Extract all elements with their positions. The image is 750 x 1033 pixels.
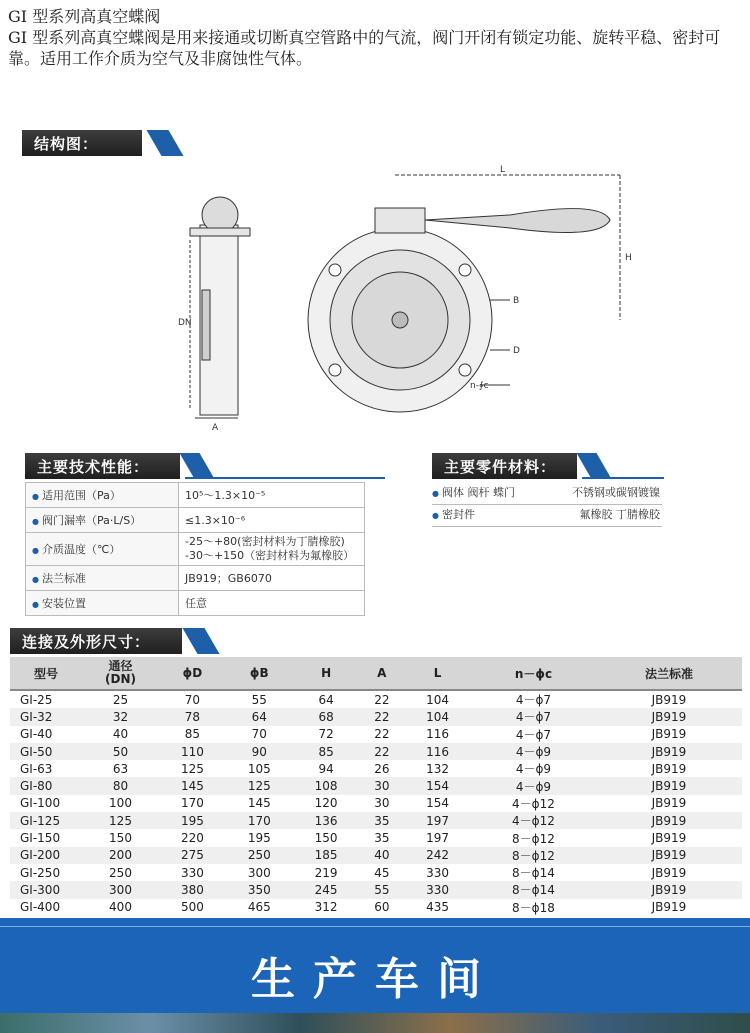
table-cell: 22 (360, 726, 405, 743)
table-cell: 242 (404, 847, 471, 864)
table-cell: 55 (360, 881, 405, 898)
table-cell: 132 (404, 760, 471, 777)
table-cell: 35 (360, 829, 405, 846)
table-cell: 104 (404, 708, 471, 725)
table-cell: JB919 (596, 743, 742, 760)
spec-key: ● 介质温度（℃） (26, 533, 179, 566)
table-cell: GI-50 (10, 743, 82, 760)
structure-heading-label: 结构图： (34, 135, 99, 153)
table-cell: 30 (360, 777, 405, 794)
table-cell: 110 (159, 743, 226, 760)
table-cell: GI-100 (10, 795, 82, 812)
table-cell: JB919 (596, 881, 742, 898)
table-cell: 116 (404, 743, 471, 760)
dimensions-table-body (10, 690, 742, 916)
table-cell: 90 (226, 743, 293, 760)
dim-label-n-c: n-∮c (470, 381, 489, 391)
dimensions-heading (10, 628, 742, 654)
table-cell: 136 (293, 812, 360, 829)
table-cell: GI-250 (10, 864, 82, 881)
table-cell: 26 (360, 760, 405, 777)
table-cell: 22 (360, 690, 405, 708)
table-cell: 300 (82, 881, 159, 898)
table-cell: 8－ϕ14 (471, 881, 596, 898)
table-cell: 70 (226, 726, 293, 743)
table-cell: 4－ϕ9 (471, 777, 596, 794)
table-cell: 250 (82, 864, 159, 881)
spec-key: ● 法兰标准 (26, 566, 179, 591)
col-header: ϕD (159, 657, 226, 690)
table-cell: 300 (226, 864, 293, 881)
table-cell: 145 (159, 777, 226, 794)
table-cell: 4－ϕ12 (471, 795, 596, 812)
table-cell: 245 (293, 881, 360, 898)
table-cell: 125 (82, 812, 159, 829)
table-cell: 330 (404, 881, 471, 898)
spec-value-group (179, 533, 365, 566)
table-row (10, 726, 742, 743)
table-cell: JB919 (596, 708, 742, 725)
intro-text (8, 6, 743, 69)
table-cell: JB919 (596, 795, 742, 812)
table-cell: 78 (159, 708, 226, 725)
table-cell: 4－ϕ7 (471, 690, 596, 708)
spec-value: 任意 (179, 591, 365, 616)
table-cell: 330 (404, 864, 471, 881)
col-header: H (293, 657, 360, 690)
table-cell: 60 (360, 899, 405, 916)
table-cell: 125 (159, 760, 226, 777)
spec-value: 10⁵～1.3×10⁻⁵ (179, 483, 365, 508)
table-cell: 68 (293, 708, 360, 725)
dim-label-B: B (513, 296, 520, 306)
col-header: ϕB (226, 657, 293, 690)
material-part: ● 阀体 阀杆 蝶门 (432, 486, 515, 499)
table-row (26, 533, 365, 566)
table-row (10, 795, 742, 812)
table-cell: 105 (226, 760, 293, 777)
table-cell: 200 (82, 847, 159, 864)
col-header-sub: (DN) (105, 672, 136, 686)
table-cell: 220 (159, 829, 226, 846)
table-cell: 22 (360, 743, 405, 760)
specs-heading-label: 主要技术性能： (37, 458, 150, 476)
table-cell: GI-125 (10, 812, 82, 829)
table-row (26, 566, 365, 591)
table-row (10, 899, 742, 916)
table-cell: 64 (226, 708, 293, 725)
col-header: 型号 (10, 657, 82, 690)
col-header: A (360, 657, 405, 690)
table-cell: 8－ϕ12 (471, 829, 596, 846)
materials-heading-label: 主要零件材料： (444, 458, 557, 476)
table-row (10, 847, 742, 864)
list-item (432, 506, 662, 527)
dim-label-H: H (625, 253, 632, 263)
table-cell: 4－ϕ7 (471, 726, 596, 743)
table-cell: 30 (360, 795, 405, 812)
spec-value: JB919；GB6070 (179, 566, 365, 591)
table-cell: JB919 (596, 760, 742, 777)
table-row (10, 864, 742, 881)
structure-heading (22, 130, 722, 156)
table-cell: 35 (360, 812, 405, 829)
table-cell: 100 (82, 795, 159, 812)
table-cell: GI-63 (10, 760, 82, 777)
table-cell: 145 (226, 795, 293, 812)
table-cell: 195 (226, 829, 293, 846)
table-cell: 380 (159, 881, 226, 898)
table-cell: GI-80 (10, 777, 82, 794)
table-cell: 4－ϕ9 (471, 760, 596, 777)
table-cell: 154 (404, 777, 471, 794)
table-row (10, 760, 742, 777)
material-part: ● 密封件 (432, 508, 475, 521)
table-row (10, 690, 742, 708)
spec-key: ● 阀门漏率（Pa·L/S） (26, 508, 179, 533)
table-cell: 197 (404, 829, 471, 846)
table-cell: 80 (82, 777, 159, 794)
workshop-photo (0, 1013, 750, 1033)
table-cell: JB919 (596, 829, 742, 846)
table-cell: GI-40 (10, 726, 82, 743)
table-cell: 4－ϕ7 (471, 708, 596, 725)
table-cell: 120 (293, 795, 360, 812)
table-cell: 197 (404, 812, 471, 829)
spec-value-2: -30～+150（密封材料为氟橡胶） (185, 549, 355, 562)
table-cell: 330 (159, 864, 226, 881)
table-row (10, 829, 742, 846)
spec-key: ● 适用范围（Pa） (26, 483, 179, 508)
table-cell: 350 (226, 881, 293, 898)
table-cell: GI-400 (10, 899, 82, 916)
table-header-row (10, 657, 742, 690)
table-cell: 170 (226, 812, 293, 829)
banner-title: 生产车间 (251, 954, 499, 1005)
table-cell: GI-200 (10, 847, 82, 864)
table-cell: JB919 (596, 899, 742, 916)
table-cell: 40 (82, 726, 159, 743)
dimensions-heading-label: 连接及外形尺寸： (22, 633, 151, 651)
list-item (432, 484, 662, 505)
dim-label-D: D (513, 346, 520, 356)
table-cell: 104 (404, 690, 471, 708)
table-cell: JB919 (596, 777, 742, 794)
dim-label-DN: DN (178, 318, 192, 328)
table-cell: GI-300 (10, 881, 82, 898)
table-row (10, 777, 742, 794)
table-cell: GI-32 (10, 708, 82, 725)
table-cell: 435 (404, 899, 471, 916)
table-cell: 55 (226, 690, 293, 708)
table-cell: 312 (293, 899, 360, 916)
specs-heading (25, 453, 365, 479)
table-cell: 40 (360, 847, 405, 864)
intro-title: GI 型系列高真空蝶阀 (8, 7, 161, 26)
table-cell: 275 (159, 847, 226, 864)
table-cell: 185 (293, 847, 360, 864)
table-cell: 108 (293, 777, 360, 794)
col-header: n－ϕc (471, 657, 596, 690)
table-cell: JB919 (596, 864, 742, 881)
table-cell: 125 (226, 777, 293, 794)
table-cell: 150 (82, 829, 159, 846)
table-cell: 195 (159, 812, 226, 829)
specs-table (25, 482, 365, 616)
table-cell: 150 (293, 829, 360, 846)
col-header: 法兰标准 (596, 657, 742, 690)
material-value: 氟橡胶 丁腈橡胶 (579, 508, 660, 521)
intro-description: GI 型系列高真空蝶阀是用来接通或切断真空管路中的气流，阀门开闭有锁定功能、旋转平稳、密封可靠。适用工作介质为空气及非腐蚀性气体。 (8, 28, 721, 68)
table-cell: JB919 (596, 847, 742, 864)
table-row (10, 812, 742, 829)
table-cell: 25 (82, 690, 159, 708)
table-cell: 45 (360, 864, 405, 881)
table-cell: 50 (82, 743, 159, 760)
material-value: 不锈钢或碳钢镀镍 (572, 486, 660, 499)
table-cell: 154 (404, 795, 471, 812)
table-cell: JB919 (596, 690, 742, 708)
materials-list (432, 484, 662, 529)
table-cell: 63 (82, 760, 159, 777)
table-row (10, 743, 742, 760)
table-cell: 85 (293, 743, 360, 760)
table-cell: 400 (82, 899, 159, 916)
table-cell: 465 (226, 899, 293, 916)
table-cell: 170 (159, 795, 226, 812)
col-header: L (404, 657, 471, 690)
table-cell: JB919 (596, 812, 742, 829)
col-header: 通径 (108, 659, 133, 673)
dim-label-L: L (500, 165, 506, 175)
table-row (10, 881, 742, 898)
table-cell: 94 (293, 760, 360, 777)
table-cell: GI-25 (10, 690, 82, 708)
table-cell: 32 (82, 708, 159, 725)
table-row (26, 591, 365, 616)
table-cell: 8－ϕ14 (471, 864, 596, 881)
table-cell: 219 (293, 864, 360, 881)
table-cell: 22 (360, 708, 405, 725)
table-row (10, 708, 742, 725)
table-row (26, 483, 365, 508)
dimensions-table (10, 657, 742, 916)
table-cell: 8－ϕ12 (471, 847, 596, 864)
table-cell: GI-150 (10, 829, 82, 846)
table-cell: JB919 (596, 726, 742, 743)
spec-key: ● 安装位置 (26, 591, 179, 616)
table-cell: 250 (226, 847, 293, 864)
spec-value: ≤1.3×10⁻⁶ (179, 508, 365, 533)
valve-structure-diagram (178, 160, 645, 433)
table-cell: 8－ϕ18 (471, 899, 596, 916)
col-header-dn (82, 657, 159, 690)
table-cell: 500 (159, 899, 226, 916)
table-row (26, 508, 365, 533)
table-cell: 4－ϕ9 (471, 743, 596, 760)
spec-value: -25～+80(密封材料为丁腈橡胶) (185, 535, 345, 548)
table-cell: 70 (159, 690, 226, 708)
dim-label-A: A (212, 423, 219, 433)
table-cell: 4－ϕ12 (471, 812, 596, 829)
table-cell: 116 (404, 726, 471, 743)
table-cell: 72 (293, 726, 360, 743)
table-cell: 85 (159, 726, 226, 743)
materials-heading (432, 453, 664, 479)
table-cell: 64 (293, 690, 360, 708)
